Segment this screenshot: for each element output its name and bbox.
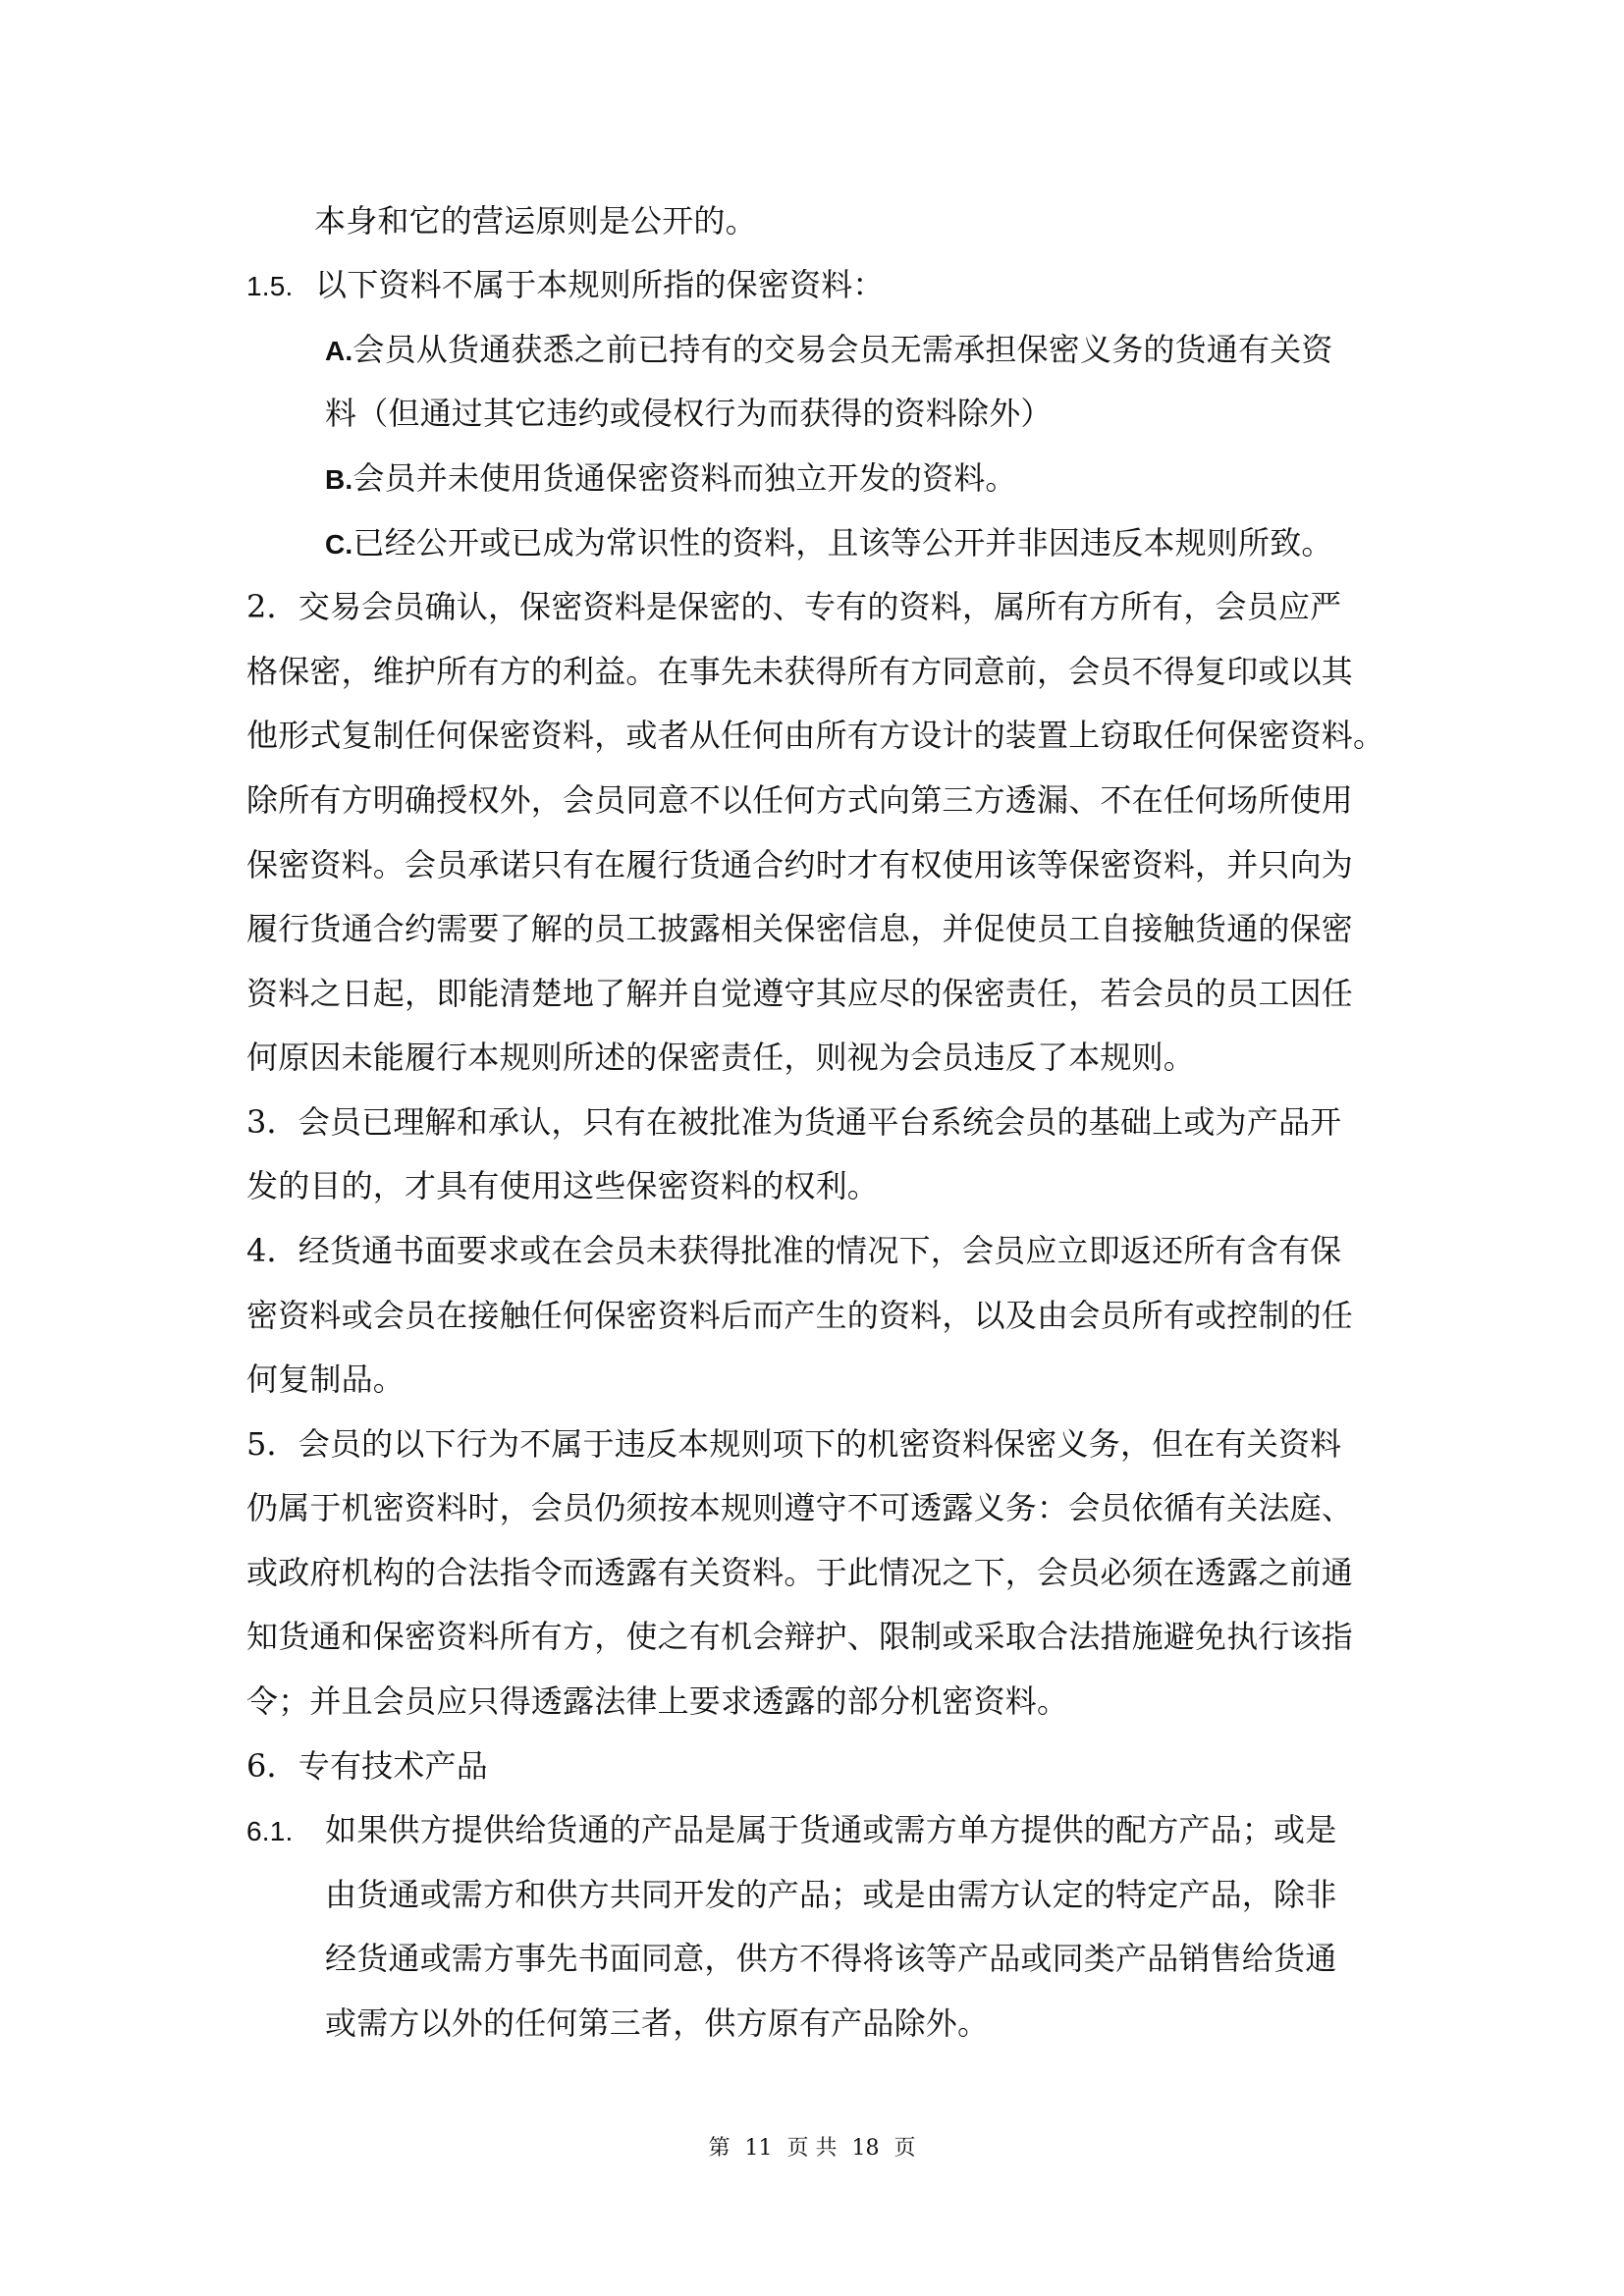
- text-line: [246, 1488, 1405, 1527]
- text-line: [246, 974, 1405, 1013]
- section-heading: [246, 1746, 1405, 1786]
- text-line: [246, 1682, 1405, 1721]
- line-text: 如果供方提供给货通的产品是属于货通或需方单方提供的配方产品；或是: [325, 1811, 1337, 1848]
- line-text: 仍属于机密资料时，会员仍须按本规则遵守不可透露义务：会员依循有关法庭、: [246, 1489, 1354, 1526]
- footer-suffix: 页: [893, 2136, 916, 2161]
- text-line: [246, 1231, 1405, 1270]
- line-text: 料（但通过其它违约或侵权行为而获得的资料除外）: [325, 395, 1053, 432]
- list-letter: C.: [325, 529, 353, 560]
- text-line: [325, 2003, 1484, 2043]
- line-text: 除所有方明确授权外，会员同意不以任何方式向第三方透漏、不在任何场所使用: [246, 781, 1354, 819]
- line-text: 知货通和保密资料所有方，使之有机会辩护、限制或采取合法措施避免执行该指: [246, 1618, 1354, 1655]
- line-text: 密资料或会员在接触任何保密资料后而产生的资料，以及由会员所有或控制的任: [246, 1297, 1354, 1334]
- footer-prefix: 第: [708, 2136, 731, 2161]
- list-item: [325, 330, 1484, 371]
- text-line: [325, 1875, 1484, 1914]
- list-item: [325, 523, 1484, 564]
- text-line: [246, 845, 1405, 884]
- list-letter: A.: [325, 336, 353, 366]
- numbered-heading: [246, 265, 1405, 306]
- line-text: 2．交易会员确认，保密资料是保密的、专有的资料，属所有方所有，会员应严: [246, 588, 1342, 625]
- text-line: [246, 1424, 1405, 1464]
- line-text: 6．专有技术产品: [246, 1747, 488, 1785]
- text-line: [246, 587, 1405, 626]
- line-text: 4．经货通书面要求或在会员未获得批准的情况下，会员应立即返还所有含有保: [246, 1232, 1342, 1269]
- line-text: 以下资料不属于本规则所指的保密资料：: [315, 266, 885, 303]
- line-text: 令；并且会员应只得透露法律上要求透露的部分机密资料。: [246, 1682, 1069, 1720]
- text-line: [325, 1939, 1484, 1978]
- line-text: 5．会员的以下行为不属于违反本规则项下的机密资料保密义务，但在有关资料: [246, 1425, 1342, 1463]
- line-text: 何原因未能履行本规则所述的保密责任，则视为会员违反了本规则。: [246, 1039, 1196, 1076]
- numbered-heading: [246, 1810, 1405, 1851]
- text-line: [246, 716, 1405, 755]
- total-pages-number: 18: [851, 2136, 880, 2161]
- text-line: [246, 1102, 1405, 1142]
- text-line: [246, 1166, 1405, 1205]
- line-text: 会员从货通获悉之前已持有的交易会员无需承担保密义务的货通有关资: [352, 331, 1333, 368]
- line-text: 由货通或需方和供方共同开发的产品；或是由需方认定的特定产品，除非: [325, 1876, 1337, 1913]
- text-line: [246, 1038, 1405, 1077]
- line-text: 或政府机构的合法指令而透露有关资料。于此情况之下，会员必须在透露之前通: [246, 1554, 1354, 1591]
- section-number: 6.1.: [246, 1816, 294, 1846]
- text-line: [325, 394, 1484, 433]
- line-text: 或需方以外的任何第三者，供方原有产品除外。: [325, 2004, 990, 2042]
- line-text: 会员并未使用货通保密资料而独立开发的资料。: [352, 459, 1017, 497]
- text-line: [314, 201, 1473, 240]
- text-line: [246, 1553, 1405, 1592]
- line-text: 履行货通合约需要了解的员工披露相关保密信息，并促使员工自接触货通的保密: [246, 910, 1354, 947]
- text-line: [246, 1360, 1405, 1399]
- line-text: 已经公开或已成为常识性的资料，且该等公开并非因违反本规则所致。: [352, 524, 1333, 561]
- line-text: 经货通或需方事先书面同意，供方不得将该等产品或同类产品销售给货通: [325, 1940, 1337, 1977]
- text-line: [246, 1296, 1405, 1335]
- line-text: 资料之日起，即能清楚地了解并自觉遵守其应尽的保密责任，若会员的员工因任: [246, 975, 1354, 1012]
- current-page-number: 11: [744, 2136, 773, 2161]
- line-text: 本身和它的营运原则是公开的。: [314, 202, 757, 240]
- text-line: [246, 1617, 1405, 1656]
- line-text: 3．会员已理解和承认，只有在被批准为货通平台系统会员的基础上或为产品开: [246, 1103, 1342, 1141]
- line-text: 发的目的，才具有使用这些保密资料的权利。: [246, 1167, 880, 1204]
- line-text: 何复制品。: [246, 1361, 406, 1398]
- section-number: 1.5.: [246, 271, 294, 301]
- line-text: 他形式复制任何保密资料，或者从任何由所有方设计的装置上窃取任何保密资料。: [246, 717, 1385, 754]
- list-letter: B.: [325, 464, 353, 495]
- line-text: 保密资料。会员承诺只有在履行货通合约时才有权使用该等保密资料，并只向为: [246, 846, 1354, 883]
- footer-middle: 页 共: [786, 2136, 838, 2161]
- text-line: [246, 652, 1405, 691]
- text-line: [246, 909, 1405, 948]
- text-line: [246, 780, 1405, 820]
- line-text: 格保密，维护所有方的利益。在事先未获得所有方同意前，会员不得复印或以其: [246, 653, 1354, 690]
- list-item: [325, 458, 1484, 500]
- page-footer: [0, 2134, 1624, 2163]
